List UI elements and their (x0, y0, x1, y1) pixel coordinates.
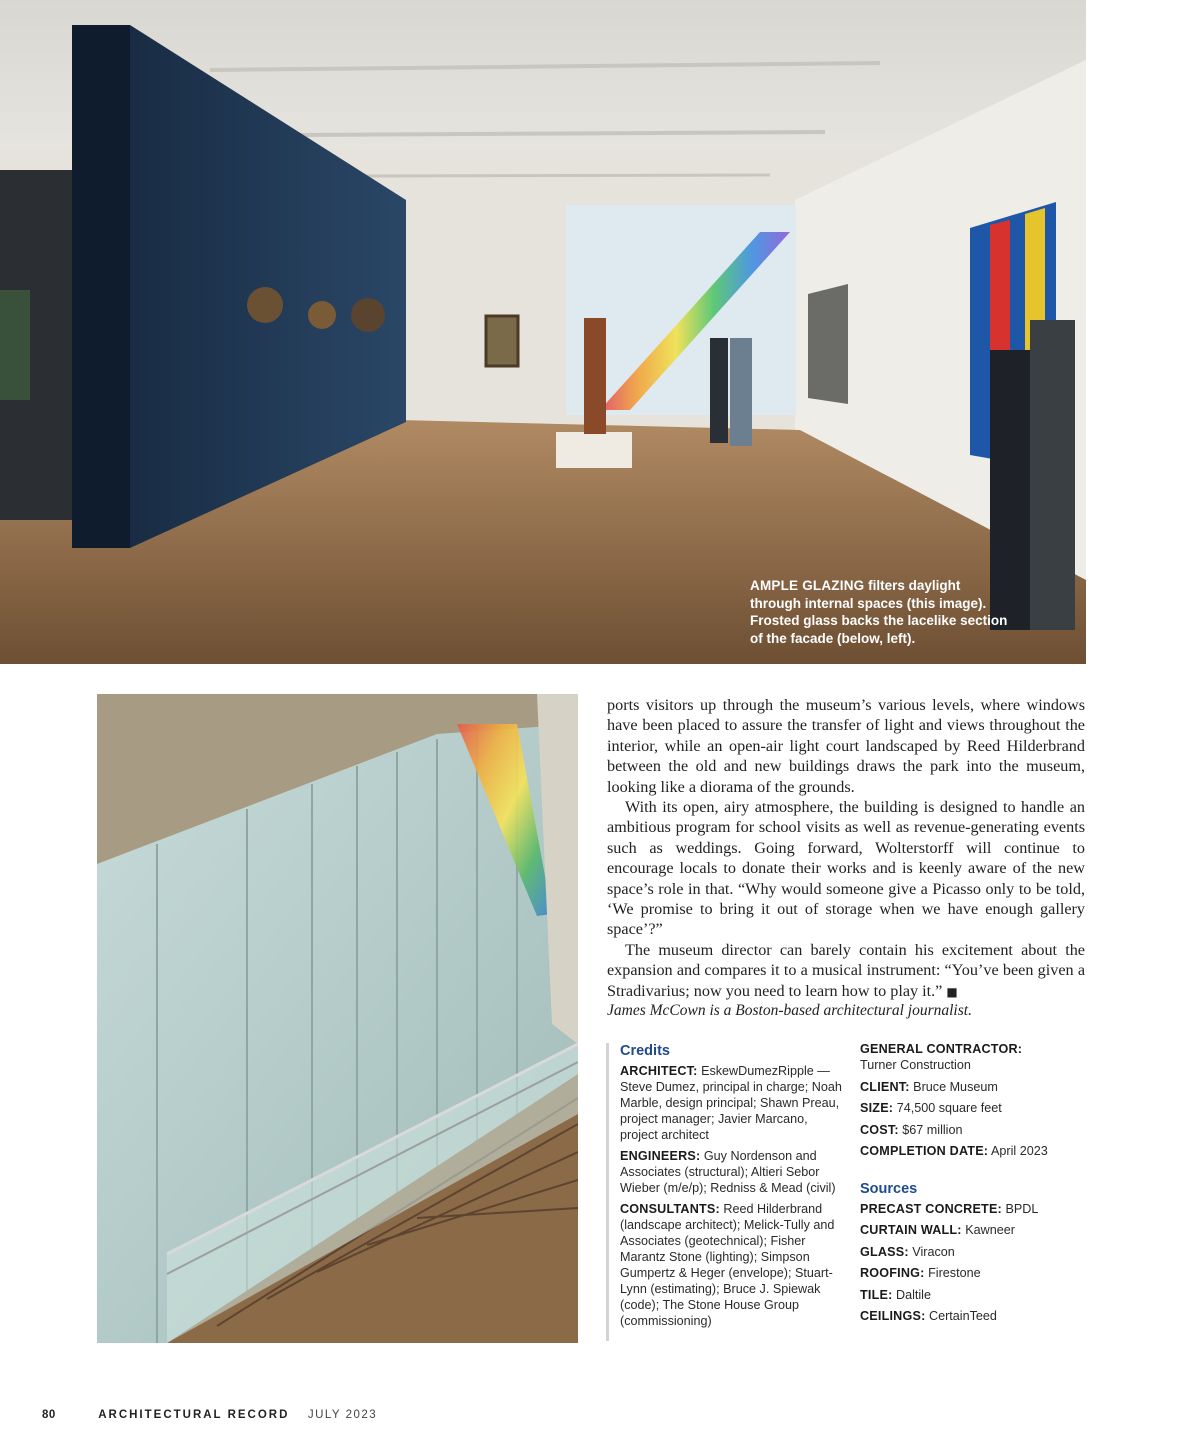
source-item (860, 1308, 1090, 1324)
credit-client (860, 1079, 1090, 1095)
credit-value: Bruce Museum (913, 1079, 998, 1094)
source-item (860, 1222, 1090, 1238)
credit-engineers (620, 1148, 848, 1196)
credits-title: Credits (620, 1043, 670, 1059)
credit-value: Reed Hilderbrand (landscape architect); Melick-Tully and Associates (geotechnical); Fisher Marantz Stone (lighting); Simpson Gumpertz & Heger (envelope); Stuart-Lynn (estimating); Bruce J. Spiewak (code); The Stone House Group (commissioning) (620, 1202, 835, 1328)
author-byline: James McCown is a Boston-based architectural journalist. (607, 1002, 972, 1019)
credit-label: CONSULTANTS: (620, 1202, 720, 1216)
stair-photo (97, 694, 578, 1343)
gallery-photo-illustration (0, 0, 1086, 664)
photo-caption (750, 577, 1010, 647)
source-value: CertainTeed (928, 1309, 997, 1323)
gallery-photo (0, 0, 1086, 664)
page-number: 80 (42, 1409, 56, 1421)
source-label: CURTAIN WALL: (860, 1223, 962, 1237)
article-paragraph-2: With its open, airy atmosphere, the building is designed to handle an ambitious program for school visits as well as revenue-generating events such as weddings. Going forward, Wolterstorff will continue to encourage locals to donate their works and is keenly aware of the new space’s role in that. “Why would someone give a Picasso only to be told, ‘We promise to bring it out of storage when we have enough gallery space’?” (607, 798, 1085, 939)
source-value: Firestone (928, 1266, 981, 1280)
credit-label: ARCHITECT: (620, 1064, 698, 1078)
credit-value: EskewDumezRipple — Steve Dumez, principal in charge; Noah Marble, design principal; Shawn Preau, project manager; Javier Marcano, project architect (620, 1064, 842, 1142)
credit-label: CLIENT: (860, 1079, 910, 1094)
credit-label: ENGINEERS: (620, 1149, 701, 1163)
source-label: TILE: (860, 1287, 893, 1302)
caption-text: filters daylight through internal spaces (this image). Frosted glass backs the lacelike section of the facade (below, left). (750, 578, 1008, 646)
credit-label: COMPLETION DATE: (860, 1144, 989, 1158)
article-paragraph-3 (607, 940, 1085, 1002)
source-item (860, 1265, 1090, 1281)
caption-lead: AMPLE GLAZING (750, 578, 865, 593)
credit-cost (860, 1122, 1090, 1138)
article-paragraph-3-text: The museum director can barely contain his excitement about the expansion and compares it to a musical instrument: “You’ve been given a Stradivarius; now you need to learn how to play it.” (607, 940, 1085, 1000)
credit-value: April 2023 (991, 1144, 1048, 1158)
issue-date: JULY 2023 (307, 1409, 378, 1421)
credit-value: 74,500 square feet (896, 1101, 1002, 1115)
publication-name: ARCHITECTURAL RECORD (98, 1409, 290, 1421)
credits-column-right (860, 1041, 1090, 1330)
stair-photo-illustration (97, 694, 578, 1343)
credit-value: Guy Nordenson and Associates (structural); Altieri Sebor Wieber (m/e/p); Redniss & Mead (civil) (620, 1149, 836, 1195)
credit-consultants (620, 1201, 848, 1329)
credit-label: COST: (860, 1122, 899, 1137)
sources-title: Sources (860, 1180, 918, 1197)
credits-rule (606, 1043, 609, 1341)
page-footer (42, 1409, 377, 1421)
credit-label: GENERAL CONTRACTOR: (860, 1042, 1023, 1056)
end-mark: ■ (946, 984, 958, 999)
source-item (860, 1287, 1090, 1303)
source-value: BPDL (1005, 1201, 1039, 1216)
source-label: CEILINGS: (860, 1309, 926, 1323)
source-value: Daltile (895, 1287, 931, 1302)
article-body (607, 695, 1085, 1002)
credits-column-left (620, 1042, 848, 1334)
source-item (860, 1244, 1090, 1260)
credit-size (860, 1100, 1090, 1116)
article-paragraph-1: ports visitors up through the museum’s various levels, where windows have been placed to assure the transfer of light and views throughout the interior, while an open-air light court landscaped by Reed Hilderbrand between the old and new buildings draws the park into the museum, looking like a diorama of the grounds. (607, 696, 1085, 796)
source-label: GLASS: (860, 1244, 909, 1259)
source-label: ROOFING: (860, 1266, 925, 1280)
source-value: Viracon (912, 1244, 955, 1259)
credit-label: SIZE: (860, 1101, 894, 1115)
credit-value: $67 million (902, 1122, 963, 1137)
credit-completion-date (860, 1143, 1090, 1159)
source-label: PRECAST CONCRETE: (860, 1201, 1002, 1216)
credit-value: Turner Construction (860, 1058, 971, 1072)
credit-architect (620, 1063, 848, 1143)
source-value: Kawneer (965, 1223, 1015, 1237)
credit-general-contractor (860, 1041, 1090, 1073)
source-item (860, 1201, 1090, 1217)
